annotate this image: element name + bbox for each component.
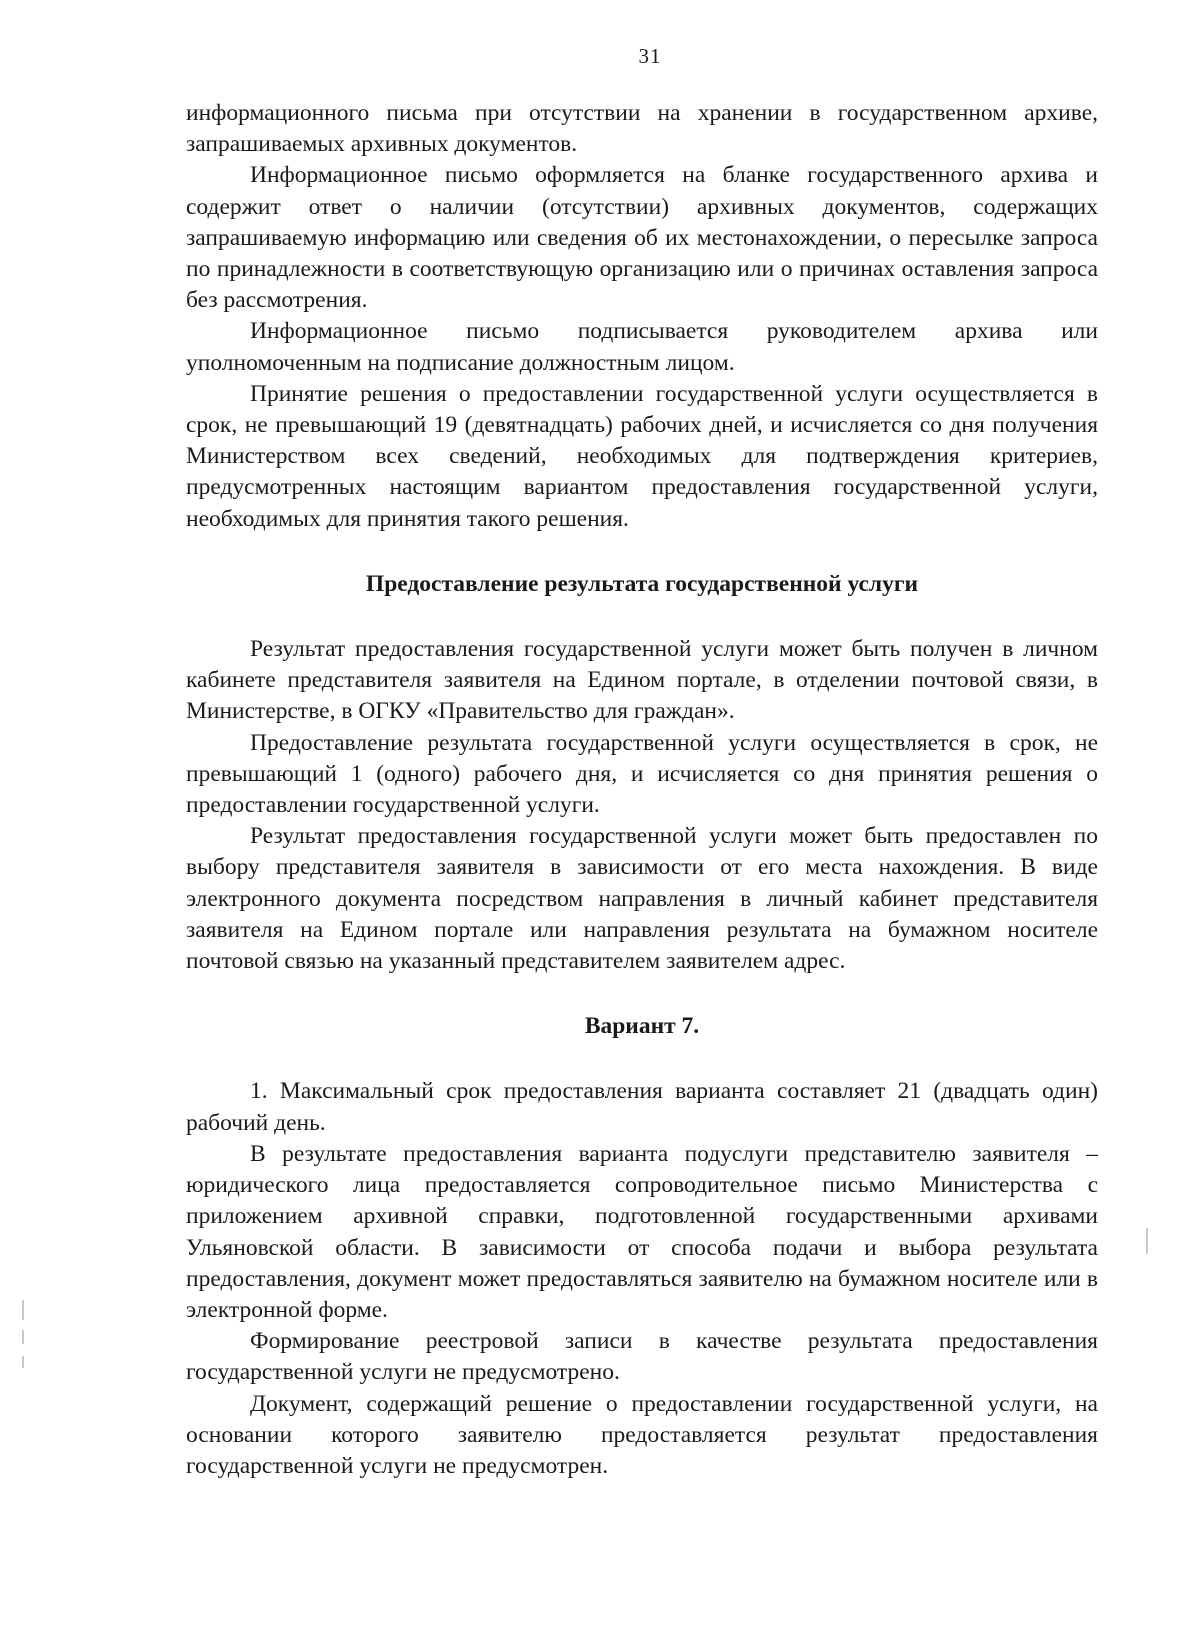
scan-artifact-mark xyxy=(22,1330,24,1344)
paragraph: Принятие решения о предоставлении государственной услуги осуществляется в срок, не превышающий 19 (девятнадцать) рабочих дней, и исчисляется со дня получения Министерством всех сведений, необходимых для подтверждения критериев, предусмотренных настоящим вариантом предоставления государственной услуги, необходимых для принятия такого решения. xyxy=(186,380,1098,532)
paragraph: Информационное письмо оформляется на бланке государственного архива и содержит ответ о наличии (отсутствии) архивных документов, содержащих запрашиваемую информацию или сведения об их местонахождении, о пересылке запроса по принадлежности в соответствующую организацию или о причинах оставления запроса без рассмотрения. xyxy=(186,162,1098,314)
paragraph: Информационное письмо подписывается руководителем архива или уполномоченным на подписание должностным лицом. xyxy=(186,318,1098,376)
paragraph: Результат предоставления государственной услуги может быть получен в личном кабинете представителя заявителя на Едином портале, в отделении почтовой связи, в Министерстве, в ОГКУ «Правительство для граждан». xyxy=(186,636,1098,725)
page-content xyxy=(186,98,1098,1482)
section-heading-variant: Вариант 7. xyxy=(584,1013,700,1040)
paragraph: информационного письма при отсутствии на хранении в государственном архиве, запрашиваемых архивных документов. xyxy=(186,100,1098,158)
scan-artifact-mark xyxy=(22,1300,24,1320)
scan-artifact-mark xyxy=(22,1356,24,1368)
page-number: 31 xyxy=(638,44,662,68)
paragraph: Результат предоставления государственной услуги может быть предоставлен по выбору представителя заявителя в зависимости от его места нахождения. В виде электронного документа посредством направления в личный кабинет представителя заявителя на Едином портале или направления результата на бумажном носителе почтовой связью на указанный представителем заявителем адрес. xyxy=(186,823,1098,975)
paragraph: Предоставление результата государственной услуги осуществляется в срок, не превышающий 1 (одного) рабочего дня, и исчисляется со дня принятия решения о предоставлении государственной услуги. xyxy=(186,729,1098,819)
paragraph: Документ, содержащий решение о предоставлении государственной услуги, на основании которого заявителю предоставляется результат предоставления государственной услуги не предусмотрен. xyxy=(186,1390,1098,1479)
paragraph: В результате предоставления варианта подуслуги представителю заявителя – юридического лица предоставляется сопроводительное письмо Министерства с приложением архивной справки, подготовленной государственными архивами Ульяновской области. В зависимости от способа подачи и выбора результата предоставления, документ может предоставляться заявителю на бумажном носителе или в электронной форме. xyxy=(186,1140,1098,1323)
paragraph: Формирование реестровой записи в качестве результата предоставления государственной услуги не предусмотрено. xyxy=(186,1328,1098,1386)
scan-artifact-mark xyxy=(1146,1228,1148,1254)
paragraph: 1. Максимальный срок предоставления варианта составляет 21 (двадцать один) рабочий день. xyxy=(186,1078,1098,1136)
section-heading-result: Предоставление результата государственной услуги xyxy=(365,570,919,597)
